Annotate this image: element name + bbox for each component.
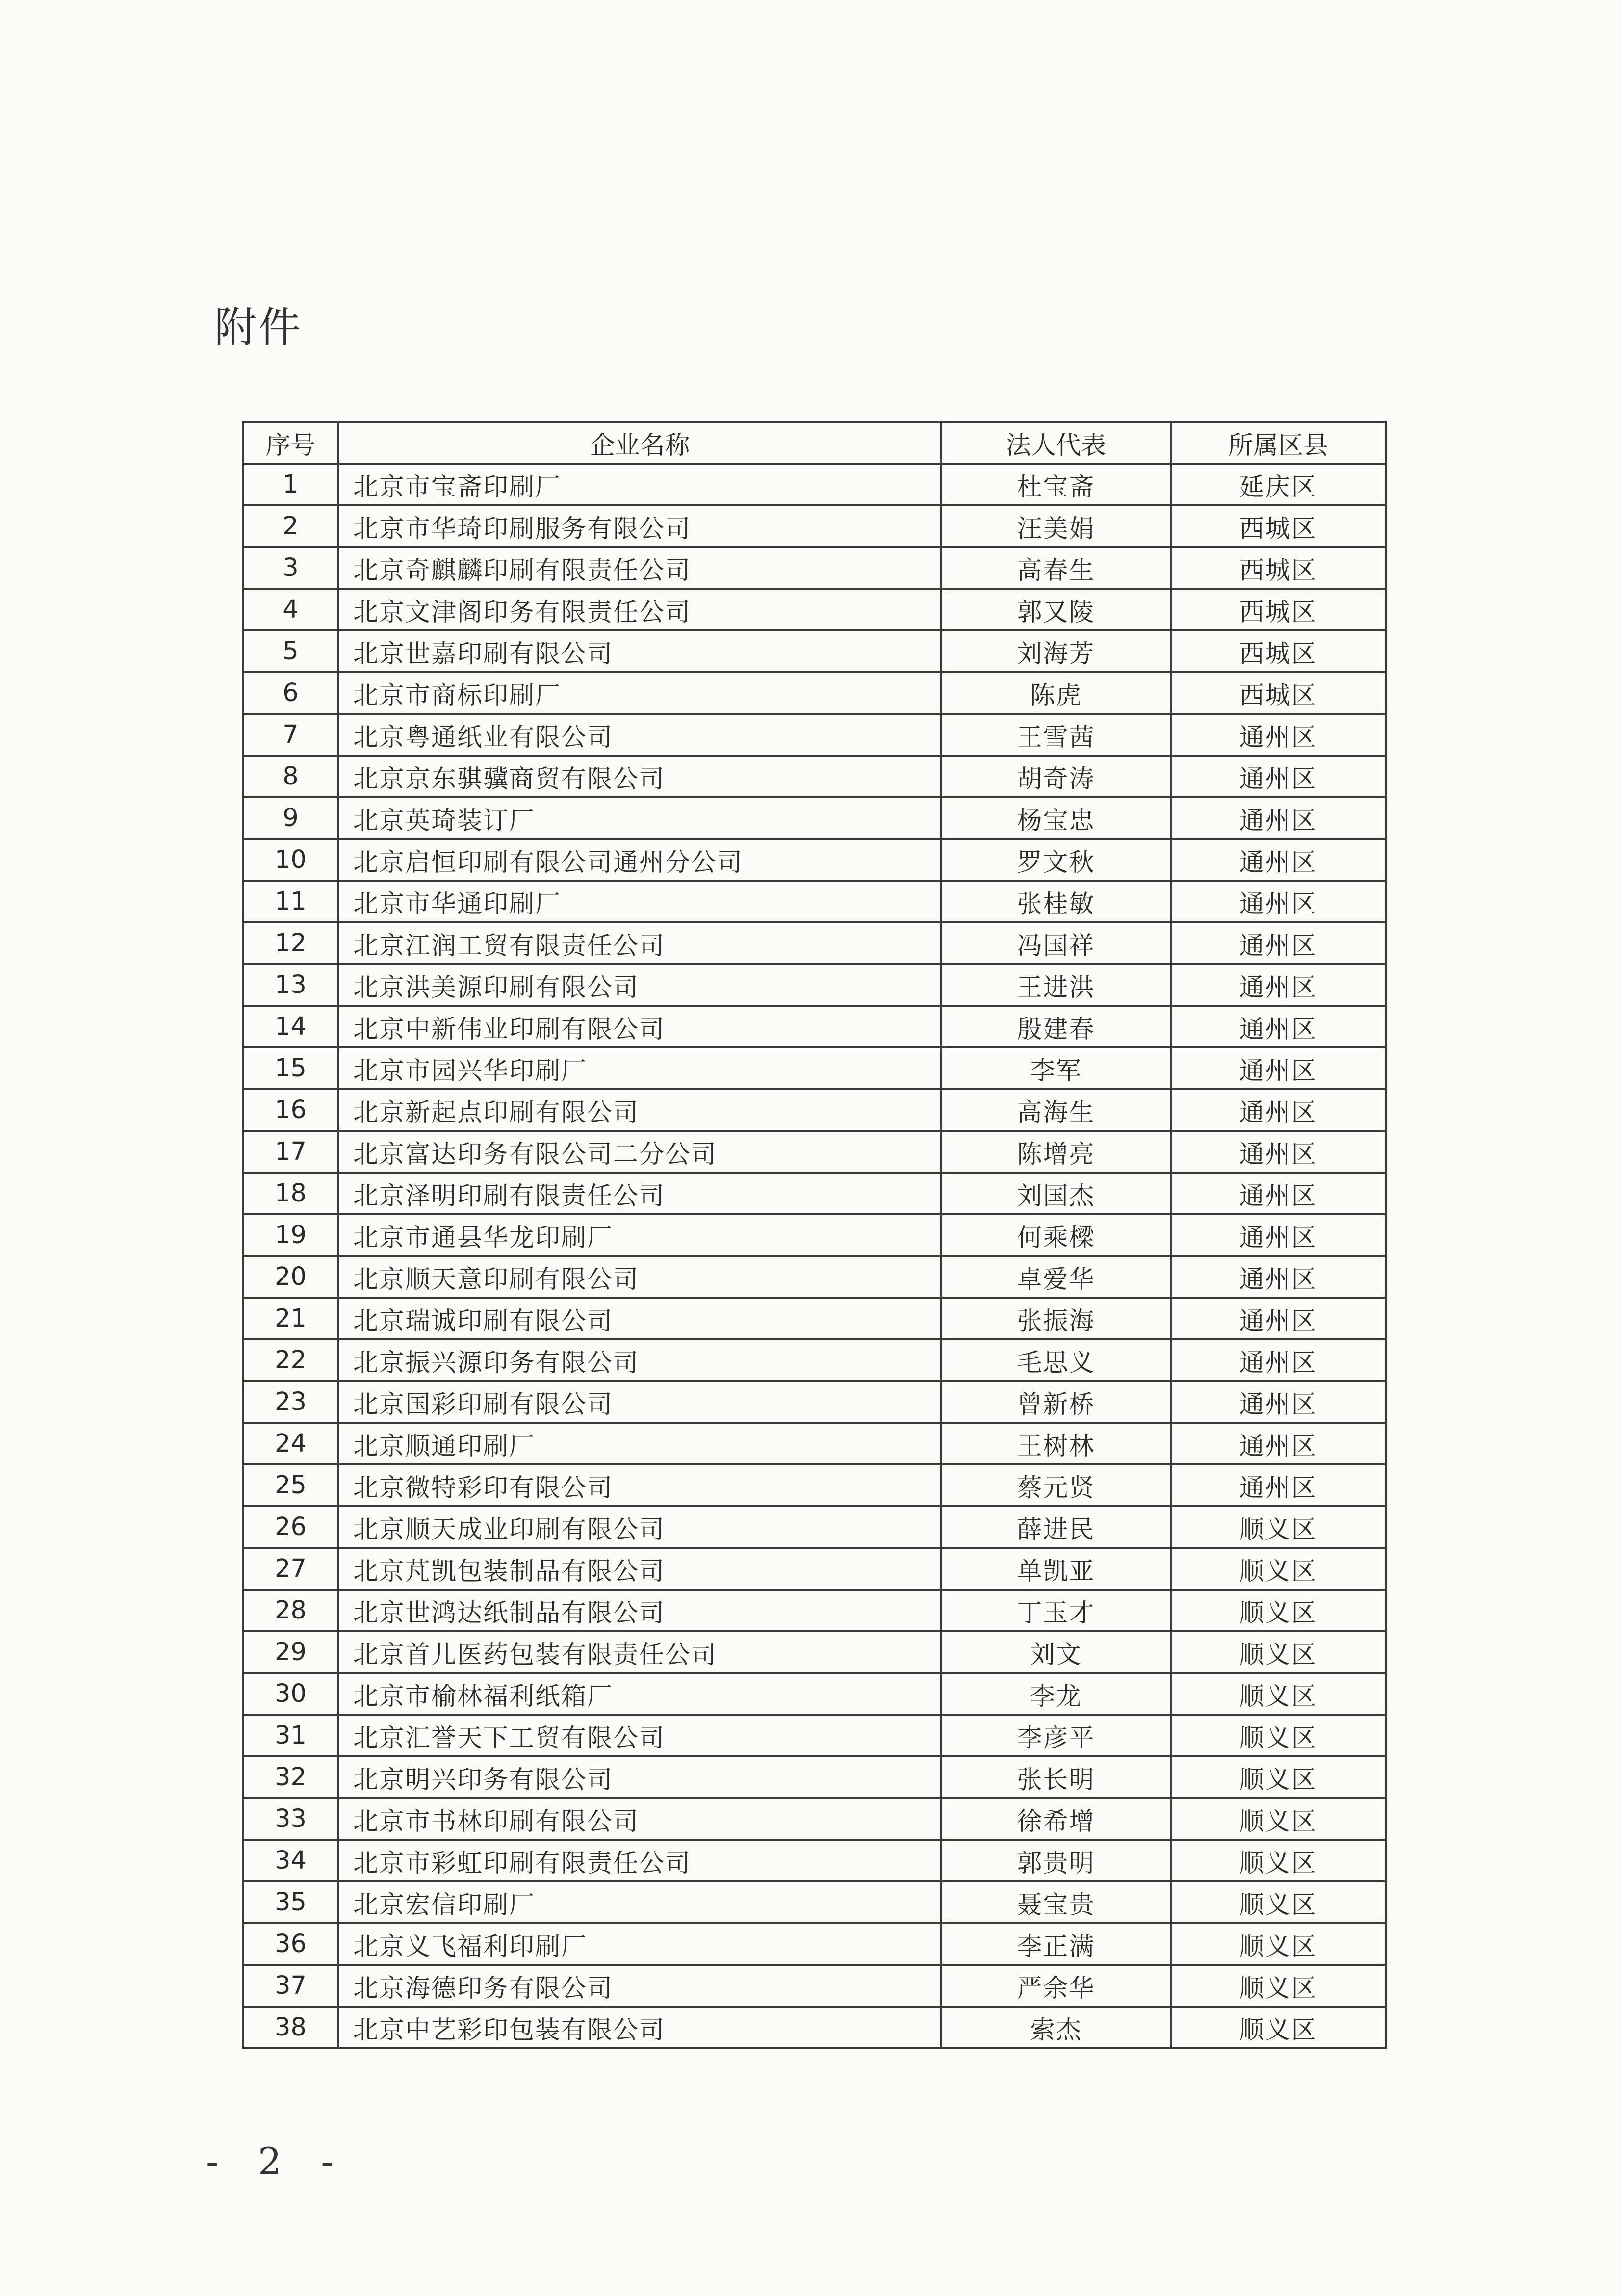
serial-number-cell: 10 [243,839,338,881]
legal-representative-cell: 李龙 [941,1673,1171,1715]
serial-number-cell: 31 [243,1715,338,1756]
district-cell: 顺义区 [1171,1715,1386,1756]
enterprise-name-cell: 北京明兴印务有限公司 [338,1756,941,1798]
table-row [243,2007,1386,2048]
serial-number-cell: 17 [243,1131,338,1173]
district-cell: 通州区 [1171,1298,1386,1339]
serial-number-cell: 9 [243,797,338,839]
table-row [243,672,1386,714]
enterprise-name-cell: 北京市宝斋印刷厂 [338,464,941,505]
enterprise-name-cell: 北京市书林印刷有限公司 [338,1798,941,1840]
district-cell: 顺义区 [1171,1840,1386,1881]
legal-representative-cell: 罗文秋 [941,839,1171,881]
table-row [243,964,1386,1006]
serial-number-cell: 25 [243,1464,338,1506]
table-row [243,630,1386,672]
legal-representative-cell: 薛进民 [941,1506,1171,1548]
enterprise-name-cell: 北京世鸿达纸制品有限公司 [338,1590,941,1631]
legal-representative-cell: 郭又陵 [941,589,1171,630]
legal-representative-cell: 毛思义 [941,1339,1171,1381]
header-legal-representative: 法人代表 [941,422,1171,464]
legal-representative-cell: 杜宝斋 [941,464,1171,505]
enterprise-name-cell: 北京振兴源印务有限公司 [338,1339,941,1381]
serial-number-cell: 33 [243,1798,338,1840]
enterprise-name-cell: 北京粤通纸业有限公司 [338,714,941,756]
serial-number-cell: 21 [243,1298,338,1339]
table-row [243,1006,1386,1047]
table-row [243,714,1386,756]
legal-representative-cell: 刘文 [941,1631,1171,1673]
legal-representative-cell: 高海生 [941,1089,1171,1131]
district-cell: 顺义区 [1171,1923,1386,1965]
table-row [243,1131,1386,1173]
legal-representative-cell: 张振海 [941,1298,1171,1339]
district-cell: 西城区 [1171,589,1386,630]
table-row [243,1381,1386,1423]
serial-number-cell: 36 [243,1923,338,1965]
serial-number-cell: 34 [243,1840,338,1881]
table-row [243,1798,1386,1840]
enterprise-name-cell: 北京汇誉天下工贸有限公司 [338,1715,941,1756]
table-row [243,1923,1386,1965]
district-cell: 通州区 [1171,1339,1386,1381]
serial-number-cell: 8 [243,756,338,797]
table-row [243,839,1386,881]
district-cell: 通州区 [1171,964,1386,1006]
district-cell: 西城区 [1171,630,1386,672]
district-cell: 顺义区 [1171,1798,1386,1840]
district-cell: 顺义区 [1171,1506,1386,1548]
table-row [243,1548,1386,1590]
district-cell: 顺义区 [1171,1631,1386,1673]
district-cell: 通州区 [1171,1381,1386,1423]
enterprise-name-cell: 北京首儿医药包装有限责任公司 [338,1631,941,1673]
legal-representative-cell: 杨宝忠 [941,797,1171,839]
serial-number-cell: 1 [243,464,338,505]
legal-representative-cell: 陈增亮 [941,1131,1171,1173]
enterprise-name-cell: 北京世嘉印刷有限公司 [338,630,941,672]
table-row [243,756,1386,797]
table-row [243,589,1386,630]
enterprise-name-cell: 北京泽明印刷有限责任公司 [338,1173,941,1214]
enterprise-name-cell: 北京义飞福利印刷厂 [338,1923,941,1965]
district-cell: 西城区 [1171,505,1386,547]
district-cell: 通州区 [1171,1006,1386,1047]
legal-representative-cell: 李军 [941,1047,1171,1089]
table-row [243,797,1386,839]
enterprise-name-cell: 北京江润工贸有限责任公司 [338,922,941,964]
serial-number-cell: 19 [243,1214,338,1256]
table-row [243,1047,1386,1089]
district-cell: 通州区 [1171,1089,1386,1131]
legal-representative-cell: 胡奇涛 [941,756,1171,797]
legal-representative-cell: 汪美娟 [941,505,1171,547]
legal-representative-cell: 郭贵明 [941,1840,1171,1881]
district-cell: 通州区 [1171,1173,1386,1214]
enterprise-name-cell: 北京微特彩印有限公司 [338,1464,941,1506]
page-number: - 2 - [206,2139,348,2183]
district-cell: 通州区 [1171,881,1386,922]
serial-number-cell: 22 [243,1339,338,1381]
table-row [243,547,1386,589]
legal-representative-cell: 何乘樑 [941,1214,1171,1256]
enterprise-name-cell: 北京市华通印刷厂 [338,881,941,922]
district-cell: 西城区 [1171,672,1386,714]
table-row [243,1089,1386,1131]
district-cell: 顺义区 [1171,1548,1386,1590]
enterprise-name-cell: 北京奇麒麟印刷有限责任公司 [338,547,941,589]
serial-number-cell: 38 [243,2007,338,2048]
table-row [243,1298,1386,1339]
legal-representative-cell: 王雪茜 [941,714,1171,756]
serial-number-cell: 32 [243,1756,338,1798]
table-row [243,1840,1386,1881]
enterprise-name-cell: 北京市园兴华印刷厂 [338,1047,941,1089]
table-row [243,1256,1386,1298]
table-row [243,1506,1386,1548]
serial-number-cell: 14 [243,1006,338,1047]
enterprise-name-cell: 北京中新伟业印刷有限公司 [338,1006,941,1047]
legal-representative-cell: 徐希增 [941,1798,1171,1840]
serial-number-cell: 11 [243,881,338,922]
district-cell: 顺义区 [1171,1881,1386,1923]
district-cell: 通州区 [1171,1214,1386,1256]
serial-number-cell: 28 [243,1590,338,1631]
legal-representative-cell: 王树林 [941,1423,1171,1464]
legal-representative-cell: 李正满 [941,1923,1171,1965]
table-row [243,464,1386,505]
enterprise-name-cell: 北京新起点印刷有限公司 [338,1089,941,1131]
serial-number-cell: 7 [243,714,338,756]
serial-number-cell: 12 [243,922,338,964]
enterprise-name-cell: 北京顺通印刷厂 [338,1423,941,1464]
legal-representative-cell: 李彦平 [941,1715,1171,1756]
table-row [243,1881,1386,1923]
legal-representative-cell: 殷建春 [941,1006,1171,1047]
enterprise-name-cell: 北京宏信印刷厂 [338,1881,941,1923]
legal-representative-cell: 单凯亚 [941,1548,1171,1590]
district-cell: 通州区 [1171,1131,1386,1173]
table-row [243,1715,1386,1756]
table-row [243,1673,1386,1715]
district-cell: 通州区 [1171,922,1386,964]
serial-number-cell: 20 [243,1256,338,1298]
serial-number-cell: 18 [243,1173,338,1214]
table-row [243,1339,1386,1381]
district-cell: 顺义区 [1171,1590,1386,1631]
table-row [243,881,1386,922]
serial-number-cell: 6 [243,672,338,714]
district-cell: 通州区 [1171,797,1386,839]
legal-representative-cell: 张长明 [941,1756,1171,1798]
enterprise-name-cell: 北京富达印务有限公司二分公司 [338,1131,941,1173]
enterprise-name-cell: 北京瑞诚印刷有限公司 [338,1298,941,1339]
district-cell: 通州区 [1171,1256,1386,1298]
table-row [243,505,1386,547]
district-cell: 通州区 [1171,1423,1386,1464]
table-header-row [243,422,1386,464]
enterprise-name-cell: 北京市彩虹印刷有限责任公司 [338,1840,941,1881]
serial-number-cell: 35 [243,1881,338,1923]
legal-representative-cell: 严余华 [941,1965,1171,2007]
enterprise-name-cell: 北京市通县华龙印刷厂 [338,1214,941,1256]
legal-representative-cell: 高春生 [941,547,1171,589]
enterprise-name-cell: 北京海德印务有限公司 [338,1965,941,2007]
district-cell: 延庆区 [1171,464,1386,505]
enterprise-name-cell: 北京文津阁印务有限责任公司 [338,589,941,630]
legal-representative-cell: 卓爱华 [941,1256,1171,1298]
serial-number-cell: 29 [243,1631,338,1673]
header-district: 所属区县 [1171,422,1386,464]
legal-representative-cell: 聂宝贵 [941,1881,1171,1923]
serial-number-cell: 23 [243,1381,338,1423]
district-cell: 顺义区 [1171,2007,1386,2048]
enterprise-name-cell: 北京启恒印刷有限公司通州分公司 [338,839,941,881]
serial-number-cell: 3 [243,547,338,589]
enterprise-name-cell: 北京京东骐骥商贸有限公司 [338,756,941,797]
serial-number-cell: 24 [243,1423,338,1464]
district-cell: 通州区 [1171,1047,1386,1089]
serial-number-cell: 2 [243,505,338,547]
legal-representative-cell: 王进洪 [941,964,1171,1006]
header-serial-number: 序号 [243,422,338,464]
serial-number-cell: 26 [243,1506,338,1548]
enterprise-name-cell: 北京市榆林福利纸箱厂 [338,1673,941,1715]
enterprise-name-cell: 北京顺天成业印刷有限公司 [338,1506,941,1548]
legal-representative-cell: 蔡元贤 [941,1464,1171,1506]
legal-representative-cell: 刘国杰 [941,1173,1171,1214]
legal-representative-cell: 曾新桥 [941,1381,1171,1423]
serial-number-cell: 37 [243,1965,338,2007]
enterprise-name-cell: 北京顺天意印刷有限公司 [338,1256,941,1298]
table-body [243,464,1386,2048]
legal-representative-cell: 陈虎 [941,672,1171,714]
header-enterprise-name: 企业名称 [338,422,941,464]
district-cell: 通州区 [1171,839,1386,881]
district-cell: 顺义区 [1171,1756,1386,1798]
district-cell: 顺义区 [1171,1965,1386,2007]
table-row [243,1173,1386,1214]
enterprise-name-cell: 北京国彩印刷有限公司 [338,1381,941,1423]
table-row [243,1756,1386,1798]
enterprise-name-cell: 北京芃凯包装制品有限公司 [338,1548,941,1590]
district-cell: 顺义区 [1171,1673,1386,1715]
page-heading: 附件 [214,303,303,352]
enterprise-name-cell: 北京中艺彩印包装有限公司 [338,2007,941,2048]
district-cell: 通州区 [1171,756,1386,797]
table-row [243,1423,1386,1464]
district-cell: 通州区 [1171,714,1386,756]
district-cell: 通州区 [1171,1464,1386,1506]
serial-number-cell: 27 [243,1548,338,1590]
serial-number-cell: 13 [243,964,338,1006]
table-row [243,922,1386,964]
serial-number-cell: 15 [243,1047,338,1089]
serial-number-cell: 30 [243,1673,338,1715]
legal-representative-cell: 张桂敏 [941,881,1171,922]
enterprise-name-cell: 北京市商标印刷厂 [338,672,941,714]
serial-number-cell: 16 [243,1089,338,1131]
legal-representative-cell: 索杰 [941,2007,1171,2048]
district-cell: 西城区 [1171,547,1386,589]
enterprise-name-cell: 北京洪美源印刷有限公司 [338,964,941,1006]
table-row [243,1214,1386,1256]
enterprise-table [242,421,1387,2049]
table-row [243,1590,1386,1631]
serial-number-cell: 4 [243,589,338,630]
table-row [243,1965,1386,2007]
legal-representative-cell: 丁玉才 [941,1590,1171,1631]
legal-representative-cell: 刘海芳 [941,630,1171,672]
legal-representative-cell: 冯国祥 [941,922,1171,964]
serial-number-cell: 5 [243,630,338,672]
enterprise-name-cell: 北京英琦装订厂 [338,797,941,839]
table-row [243,1464,1386,1506]
enterprise-name-cell: 北京市华琦印刷服务有限公司 [338,505,941,547]
table-row [243,1631,1386,1673]
